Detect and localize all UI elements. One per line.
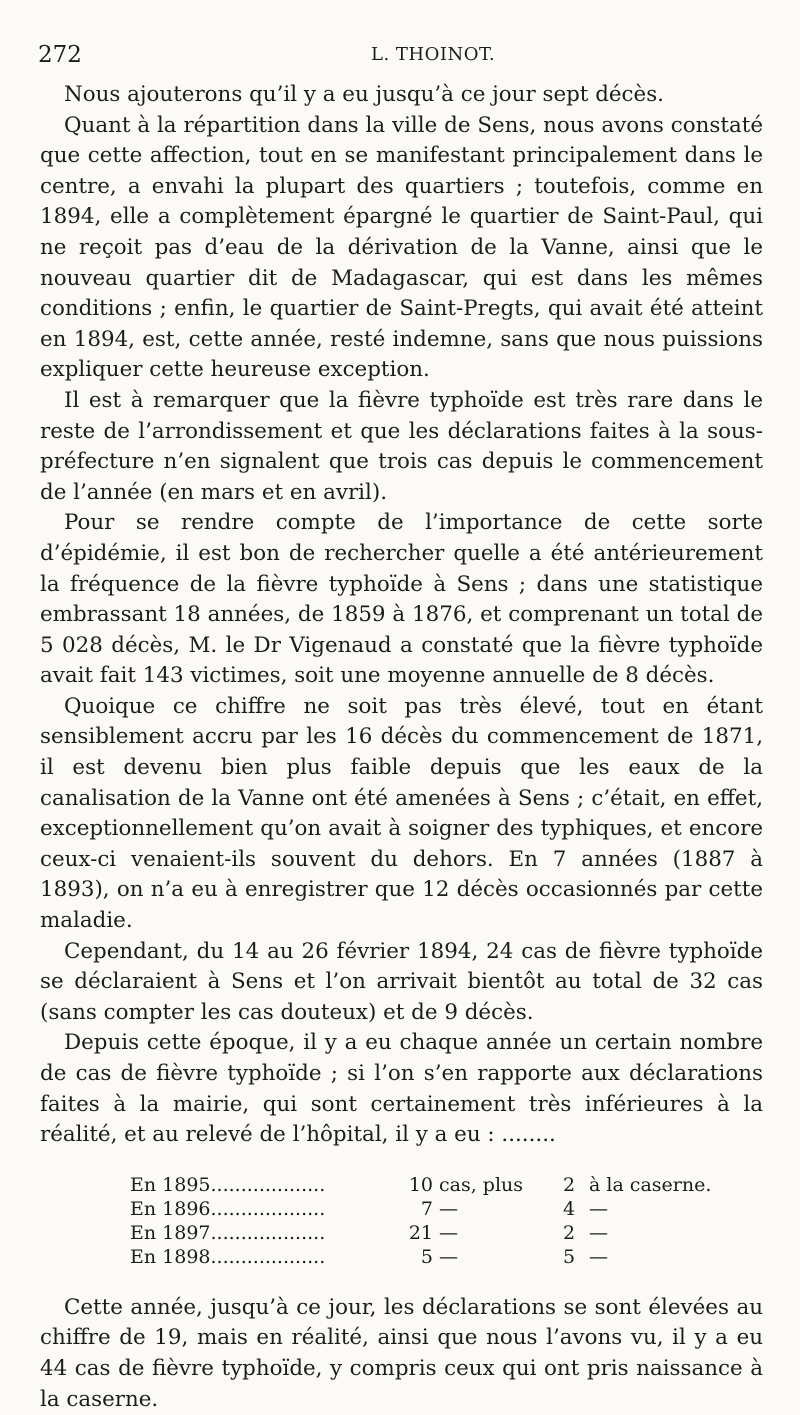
paragraph: Cependant, du 14 au 26 février 1894, 24 cas de fièvre typhoïde se déclaraient à Sens et l’on arrivait bientôt au total de 32 cas (sans compter les cas douteux) et de 9 décès. — [40, 938, 763, 1025]
table-unit: — — [439, 1245, 458, 1268]
paragraph: Quant à la répartition dans la ville de Sens, nous avons constaté que cette affection, tout en se manifestant principalement dans le centre, a envahi la plupart des quartiers ; toutefois, comme en 1894, elle a complètement épargné le quartier de Saint-Paul, qui ne reçoit pas d’eau de la dérivation de la Vanne, ainsi que le nouveau quartier dit de Madagascar, qui est dans les mêmes conditions ; enfin, le quartier de Saint-Pregts, qui avait été atteint en 1894, est, cette année, resté indemne, sans que nous puissions expliquer cette heureuse exception. — [40, 112, 763, 383]
cases-table — [130, 1173, 730, 1269]
table-row — [130, 1197, 730, 1221]
table-tail: — — [589, 1221, 608, 1244]
table-cases: 10 — [408, 1173, 433, 1196]
paragraph: Depuis cette époque, il y a eu chaque année un certain nombre de cas de fièvre typhoïde ; si l’on s’en rapporte aux déclarations faites à la mairie, qui sont certainement très inférieures à la réalité, et au relevé de l’hôpital, il y a eu : ........ — [40, 1030, 763, 1148]
table-tail: à la caserne. — [589, 1173, 712, 1196]
table-tail: — — [589, 1197, 608, 1220]
table-unit: — — [439, 1197, 458, 1220]
table-year: En 1896................... — [130, 1197, 326, 1220]
table-year: En 1898................... — [130, 1245, 326, 1268]
table-barracks: 2 — [562, 1173, 576, 1196]
table-year: En 1895................... — [130, 1173, 326, 1196]
page-number: 272 — [38, 42, 82, 68]
table-barracks: 4 — [562, 1197, 576, 1220]
table-unit: cas, plus — [439, 1173, 524, 1196]
table-cases: 7 — [420, 1197, 433, 1220]
table-barracks: 5 — [562, 1245, 576, 1268]
paragraph: Nous ajouterons qu’il y a eu jusqu’à ce jour sept décès. — [64, 82, 664, 107]
table-row — [130, 1245, 730, 1269]
paragraph: Quoique ce chiffre ne soit pas très élevé, tout en étant sensiblement accru par les 16 décès du commencement de 1871, il est devenu bien plus faible depuis que les eaux de la canalisation de la Vanne ont été amenées à Sens ; c’était, en effet, exceptionnellement qu’on avait à soigner des typhiques, et encore ceux-ci venaient-ils souvent du dehors. En 7 années (1887 à 1893), on n’a eu à enregistrer que 12 décès occasionnés par cette maladie. — [40, 693, 763, 934]
table-row — [130, 1221, 730, 1245]
closing-paragraph: Cette année, jusqu’à ce jour, les déclarations se sont élevées au chiffre de 19, mais en réalité, ainsi que nous l’avons vu, il y a eu 44 cas de fièvre typhoïde, y compris ceux qui ont pris naissance à la caserne. — [40, 1294, 763, 1412]
paragraph: Pour se rendre compte de l’importance de cette sorte d’épidémie, il est bon de rechercher quelle a été antérieurement la fréquence de la fièvre typhoïde à Sens ; dans une statistique embrassant 18 années, de 1859 à 1876, et comprenant un total de 5 028 décès, M. le Dr Vigenaud a constaté que la fièvre typhoïde avait fait 143 victimes, soit une moyenne annuelle de 8 décès. — [40, 510, 763, 689]
table-tail: — — [589, 1245, 608, 1268]
page-header — [38, 38, 768, 78]
table-year: En 1897................... — [130, 1221, 326, 1244]
running-head: L. THOINOT. — [371, 44, 496, 65]
page-body — [40, 80, 763, 1415]
table-row — [130, 1173, 730, 1197]
table-unit: — — [439, 1221, 458, 1244]
table-cases: 21 — [408, 1221, 433, 1244]
table-cases: 5 — [420, 1245, 433, 1268]
table-barracks: 2 — [562, 1221, 576, 1244]
paragraph: Il est à remarquer que la fièvre typhoïde est très rare dans le reste de l’arrondissement et que les déclarations faites à la sous-préfecture n’en signalent que trois cas depuis le commencement de l’année (en mars et en avril). — [40, 387, 763, 505]
